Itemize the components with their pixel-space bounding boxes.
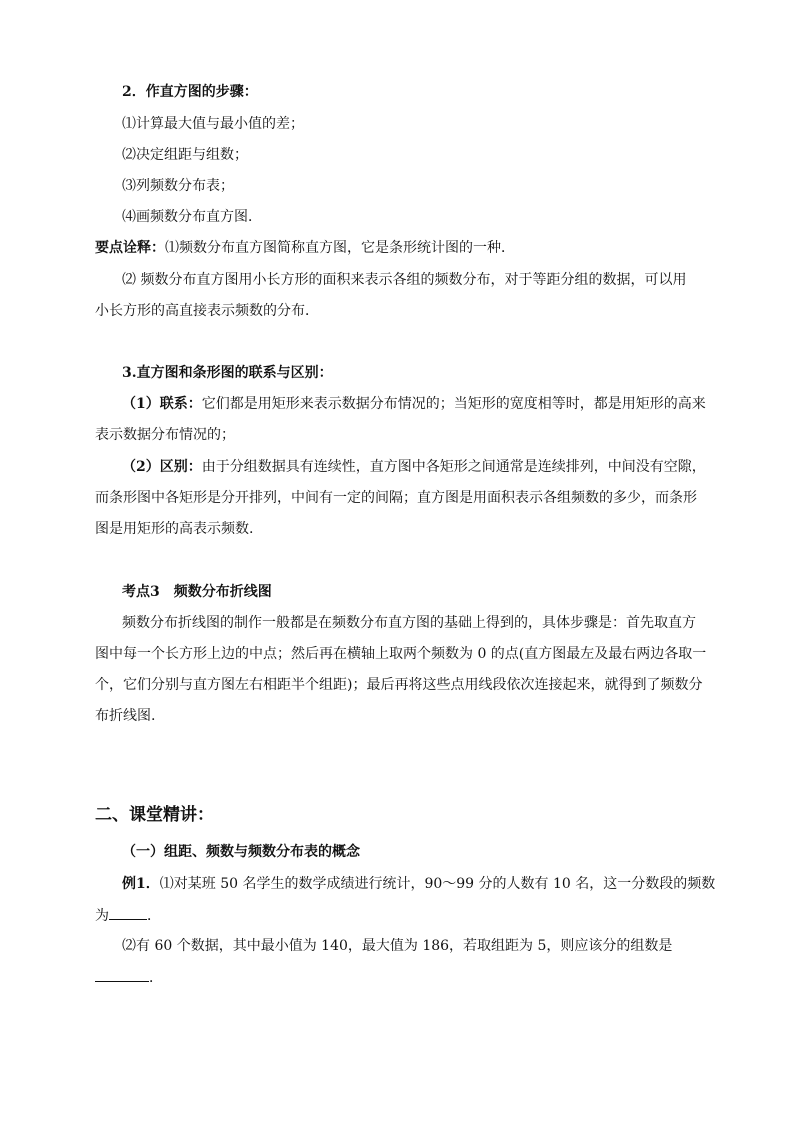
step-2: ⑵决定组距与组数； — [122, 147, 248, 163]
link-line-2: 表示数据分布情况的； — [95, 427, 235, 443]
answer-blank-2[interactable] — [95, 967, 149, 982]
note-2-line-2: 小长方形的高直接表示频数的分布． — [95, 303, 319, 319]
note-label: 要点诠释： — [95, 240, 165, 256]
part-2-subheading: （一）组距、频数与频数分布表的概念 — [122, 844, 360, 860]
example-1-prefix: 为 — [95, 908, 109, 924]
kaodian-3-title: 考点3 频数分布折线图 — [122, 584, 272, 600]
example-2-line-2 — [95, 967, 163, 988]
example-label: 例1． — [122, 876, 160, 892]
note-1-text: ⑴频数分布直方图简称直方图，它是条形统计图的一种． — [165, 240, 515, 256]
step-3: ⑶列频数分布表； — [122, 178, 234, 194]
example-2-line-1: ⑵有 60 个数据，其中最小值为 140，最大值为 186，若取组距为 5，则应该分的组数是 — [122, 938, 673, 954]
diff-text-1: 由于分组数据具有连续性，直方图中各矩形之间通常是连续排列，中间没有空隙， — [201, 459, 706, 475]
step-1: ⑴计算最大值与最小值的差； — [122, 116, 304, 132]
answer-blank-1[interactable] — [109, 905, 147, 920]
link-label: （1）联系： — [122, 396, 202, 412]
part-2-heading: 二、课堂精讲： — [95, 805, 214, 825]
example-2-suffix: ． — [149, 970, 163, 986]
diff-label: （2）区别： — [122, 459, 202, 475]
link-text-1: 它们都是用矩形来表示数据分布情况的；当矩形的宽度相等时，都是用矩形的高来 — [201, 396, 706, 412]
diff-line-1 — [122, 457, 706, 477]
kaodian-3-line-4: 布折线图. — [95, 708, 156, 724]
section-2-title: 2．作直方图的步骤： — [122, 84, 258, 100]
diff-line-2: 而条形图中各矩形是分开排列，中间有一定的间隔；直方图是用面积表示各组频数的多少，而条形 — [95, 490, 697, 506]
step-4: ⑷画频数分布直方图． — [122, 209, 262, 225]
kaodian-3-line-3: 个，它们分别与直方图左右相距半个组距)；最后再将这些点用线段依次连接起来，就得到了频数分 — [95, 677, 703, 693]
diff-line-3: 图是用矩形的高表示频数. — [95, 521, 254, 537]
kaodian-3-line-2: 图中每一个长方形上边的中点；然后再在横轴上取两个频数为 0 的点(直方图最左及最右两边各取一 — [95, 646, 707, 662]
example-1-line-1 — [122, 874, 715, 894]
example-1-text-1: ⑴对某班 50 名学生的数学成绩进行统计，90～99 分的人数有 10 名，这一分数段的频数 — [159, 876, 716, 892]
note-line-1 — [95, 238, 515, 258]
kaodian-3-line-1: 频数分布折线图的制作一般都是在频数分布直方图的基础上得到的，具体步骤是：首先取直方 — [122, 615, 696, 631]
note-2-line-1: ⑵ 频数分布直方图用小长方形的面积来表示各组的频数分布，对于等距分组的数据，可以用 — [122, 272, 687, 288]
example-1-line-2 — [95, 905, 161, 926]
link-line-1 — [122, 394, 706, 414]
section-3-title: 3.直方图和条形图的联系与区别： — [122, 365, 333, 381]
example-1-suffix: ． — [147, 908, 161, 924]
